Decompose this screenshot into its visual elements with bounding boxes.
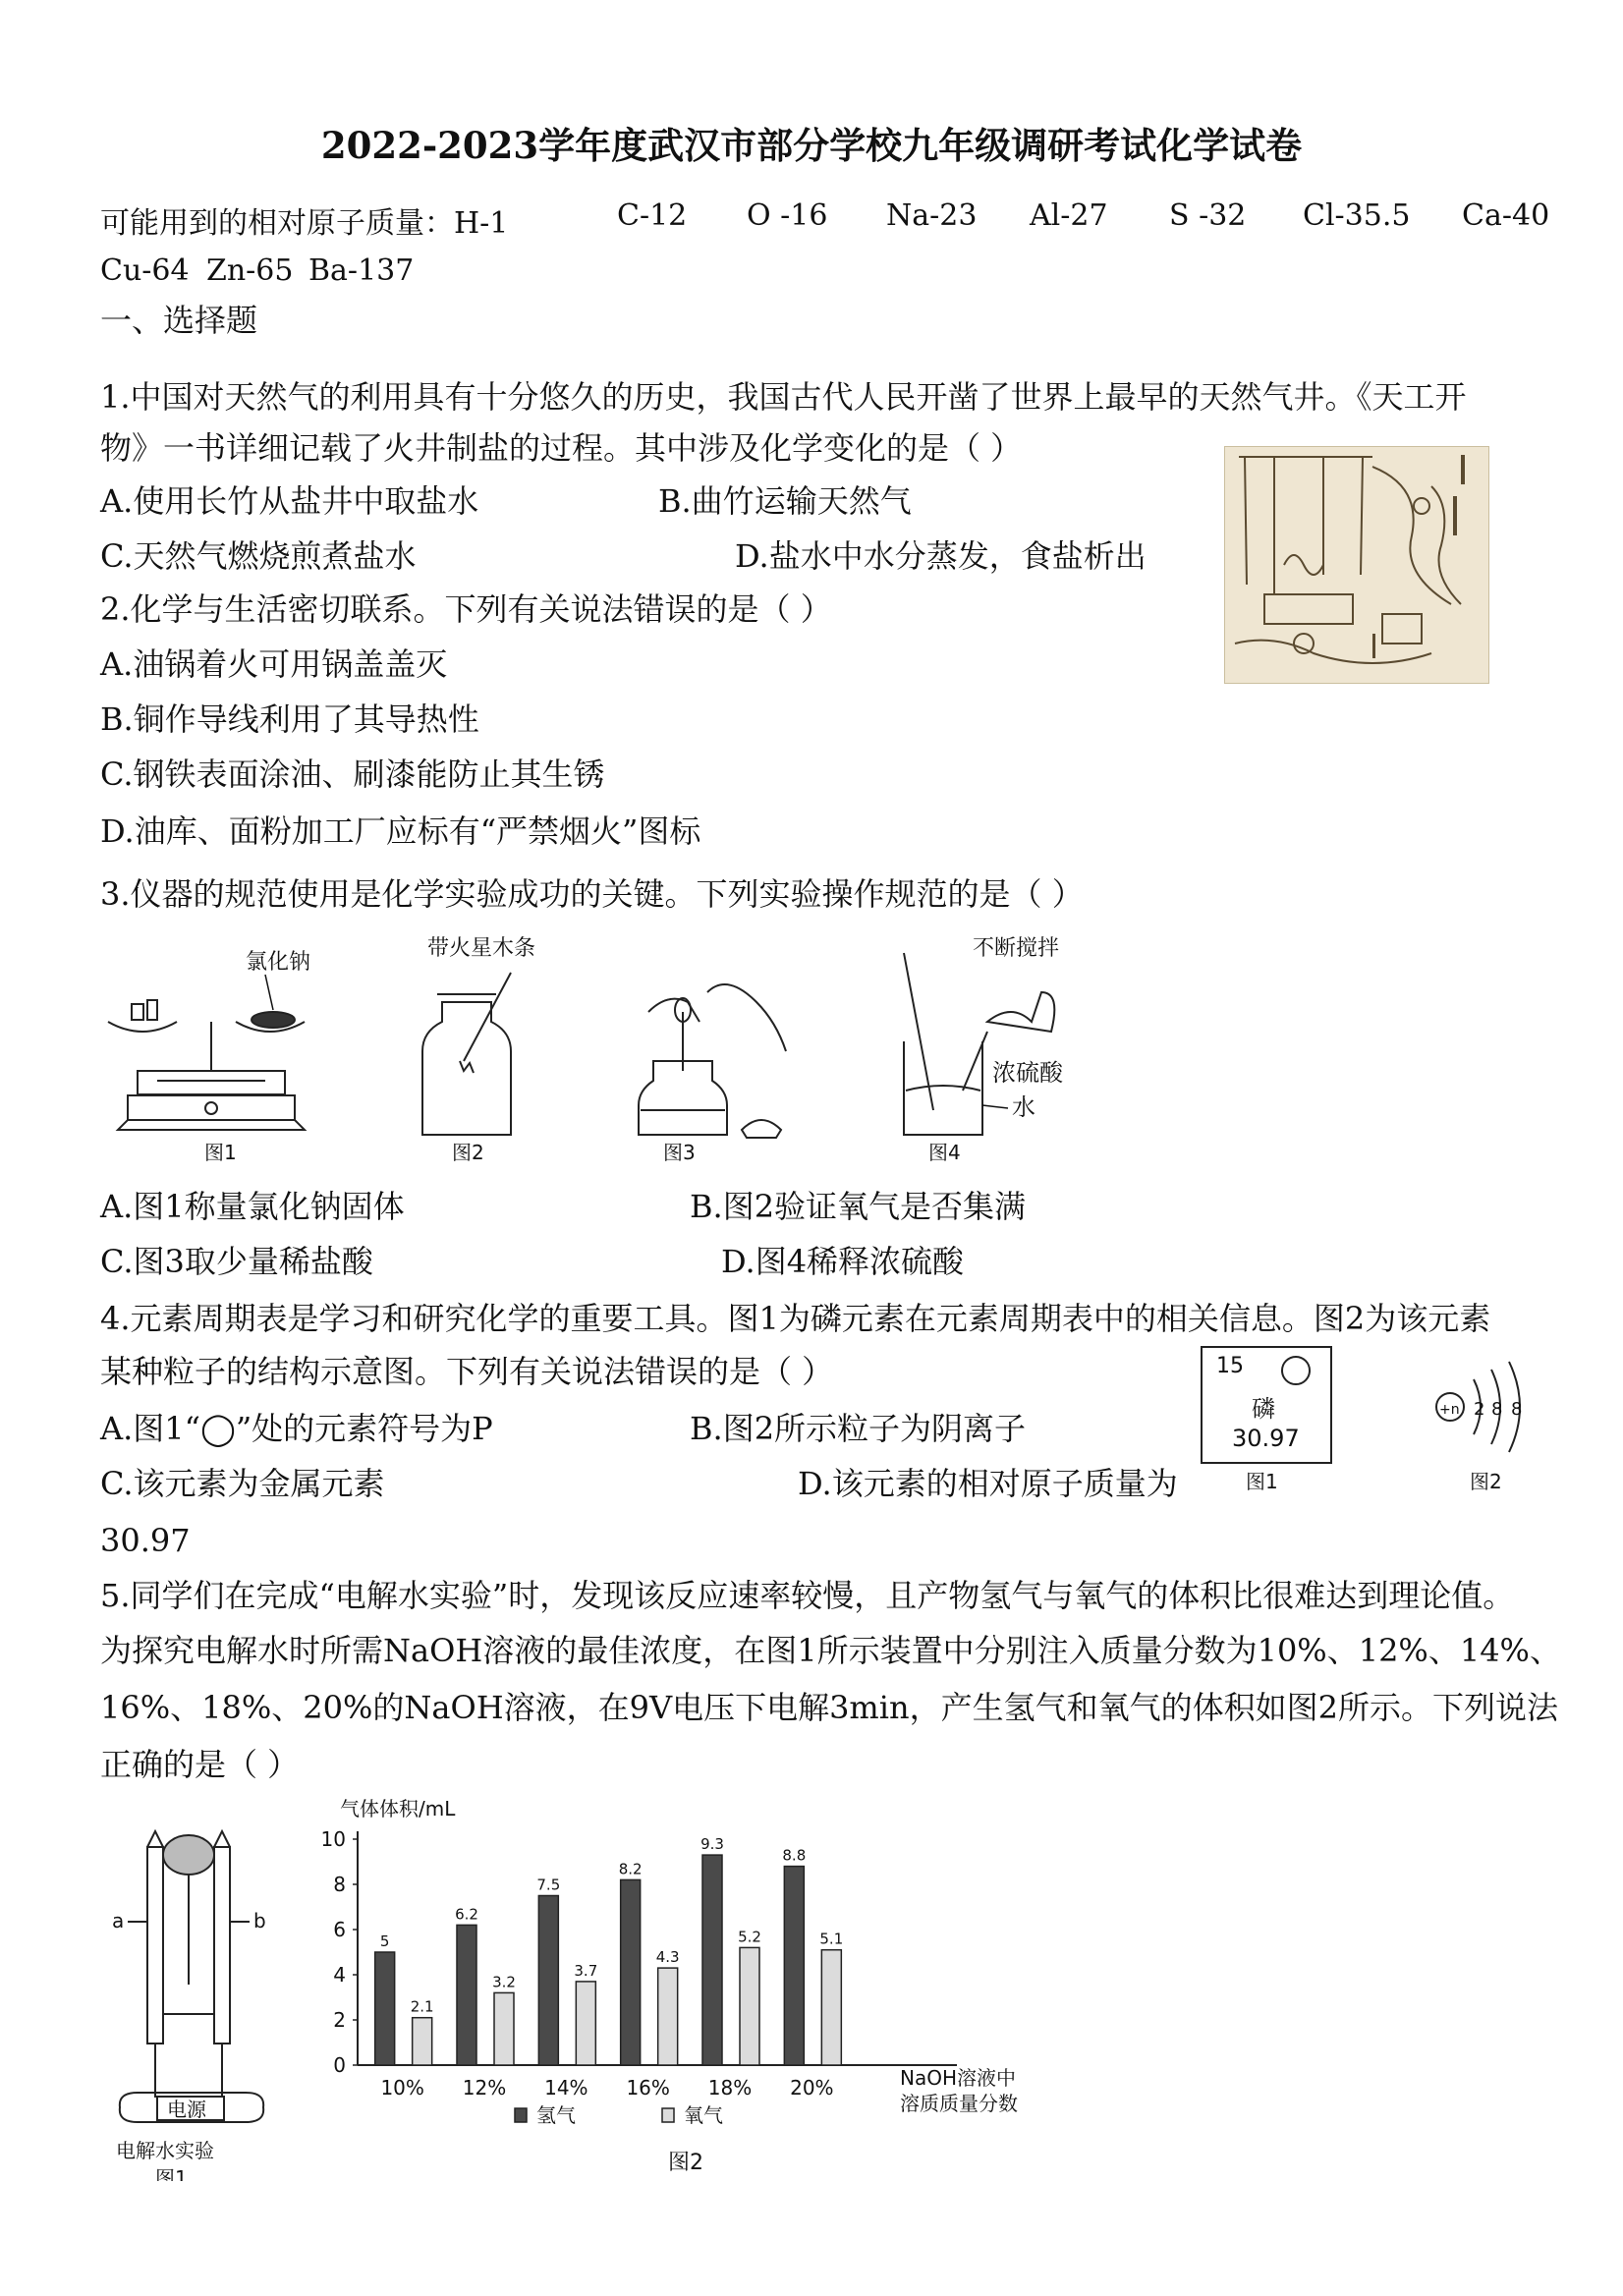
legend-swatch: [662, 2108, 674, 2122]
q5-stem-line4: 正确的是（ ）: [100, 1746, 300, 1783]
dropper-icon: [639, 984, 786, 1138]
data-label: 5.2: [738, 1928, 761, 1946]
q3-stem: 3.仪器的规范使用是化学实验成功的关键。下列实验操作规范的是（ ）: [100, 875, 1084, 913]
bar-oxygen: [576, 1982, 595, 2065]
q2-stem: 2.化学与生活密切联系。下列有关说法错误的是（ ）: [100, 590, 832, 628]
page-title: 2022-2023学年度武汉市部分学校九年级调研考试化学试卷: [320, 124, 1303, 167]
salt-well-illustration: [1224, 446, 1489, 684]
bar-oxygen: [740, 1947, 759, 2065]
data-label: 6.2: [455, 1905, 478, 1924]
atomic-mass-item: Na-23: [886, 198, 978, 233]
atomic-mass-item: Cl-35.5: [1303, 198, 1411, 233]
q3-figures: [98, 933, 1100, 1169]
fig2-caption: 图2: [452, 1141, 484, 1164]
q5-fig1-caption: 图1: [155, 2166, 188, 2181]
shell-2: 8: [1491, 1399, 1503, 1420]
q5-stem-line2: 为探究电解水时所需NaOH溶液的最佳浓度，在图1所示装置中分别注入质量分数为10%、12%、14%、: [100, 1632, 1561, 1669]
y-tick-label: 10: [320, 1827, 346, 1851]
balance-icon: [108, 1000, 305, 1130]
x-tick-label: 18%: [707, 2076, 753, 2100]
data-label: 5: [379, 1932, 390, 1950]
x-axis-label: NaOH溶液中: [900, 2066, 1016, 2090]
atomic-mass-item: S -32: [1169, 198, 1247, 233]
ion-structure: [1430, 1360, 1548, 1458]
data-label: 8.2: [618, 1860, 643, 1878]
section-heading: 一、选择题: [100, 302, 258, 339]
element-cell: [1201, 1346, 1332, 1464]
x-tick-label: 16%: [626, 2076, 670, 2100]
data-label: 3.2: [492, 1973, 516, 1991]
data-label: 4.3: [655, 1948, 680, 1967]
bar-oxygen: [821, 1950, 841, 2065]
symbol-circle-icon: [1281, 1356, 1311, 1385]
q1-stem-line1: 1.中国对天然气的利用具有十分悠久的历史，我国古代人民开凿了世界上最早的天然气井。《天工开: [100, 378, 1467, 416]
acid-label: 浓硫酸: [992, 1059, 1063, 1087]
legend-swatch: [515, 2108, 527, 2122]
data-label: 7.5: [536, 1876, 561, 1894]
q1-stem-line2: 物》一书详细记载了火井制盐的过程。其中涉及化学变化的是（ ）: [100, 429, 1023, 467]
x-tick-label: 14%: [544, 2076, 588, 2100]
legend-label: 氧气: [684, 2103, 723, 2127]
gas-jar-icon: [422, 973, 511, 1135]
atomic-mass-item: Al-27: [1030, 198, 1108, 233]
q5-fig2-caption: 图2: [668, 2151, 703, 2175]
q4-option-b[interactable]: B.图2所示粒子为阴离子: [690, 1410, 1027, 1447]
bar-oxygen: [494, 1992, 514, 2065]
water-label: 水: [1012, 1093, 1035, 1121]
bar-hydrogen: [702, 1855, 722, 2065]
q1-option-a[interactable]: A.使用长竹从盐井中取盐水: [100, 482, 479, 520]
q5-stem-line1: 5.同学们在完成“电解水实验”时，发现该反应速率较慢，且产物氢气与氧气的体积比很难达到理论值。: [100, 1577, 1515, 1614]
atomic-mass: 30.97: [1232, 1425, 1300, 1452]
tube-b-label: b: [253, 1909, 266, 1932]
legend-label: 氢气: [536, 2103, 576, 2127]
y-tick-label: 2: [333, 2008, 346, 2032]
q1-option-d[interactable]: D.盐水中水分蒸发，食盐析出: [735, 537, 1147, 575]
x-tick-label: 12%: [462, 2076, 507, 2100]
apparatus-caption: 电解水实验: [116, 2139, 214, 2162]
electrolysis-apparatus: [98, 1827, 295, 2181]
y-axis-label: 气体体积/mL: [340, 1798, 456, 1820]
data-label: 5.1: [819, 1930, 844, 1948]
element-name: 磷: [1252, 1395, 1275, 1423]
bar-oxygen: [413, 2018, 432, 2065]
q4-fig2-caption: 图2: [1470, 1470, 1502, 1493]
q2-option-a[interactable]: A.油锅着火可用锅盖盖灭: [100, 645, 448, 683]
x-tick-label: 20%: [790, 2076, 834, 2100]
shell-1: 2: [1474, 1399, 1485, 1420]
q4-stem-line2: 某种粒子的结构示意图。下列有关说法错误的是（ ）: [100, 1353, 834, 1390]
q4-option-c[interactable]: C.该元素为金属元素: [100, 1465, 385, 1502]
q4-stem-line1: 4.元素周期表是学习和研究化学的重要工具。图1为磷元素在元素周期表中的相关信息。图2为该元素: [100, 1300, 1491, 1337]
q2-option-d[interactable]: D.油库、面粉加工厂应标有“严禁烟火”图标: [100, 812, 701, 850]
atomic-number: 15: [1216, 1354, 1244, 1378]
atomic-mass-item: Ca-40: [1462, 198, 1550, 233]
data-label: 9.3: [700, 1835, 724, 1854]
q3-option-c[interactable]: C.图3取少量稀盐酸: [100, 1243, 373, 1280]
q1-option-b[interactable]: B.曲竹运输天然气: [658, 482, 912, 520]
y-tick-label: 8: [333, 1873, 346, 1896]
bar-hydrogen: [457, 1925, 476, 2065]
q2-option-c[interactable]: C.钢铁表面涂油、刷漆能防止其生锈: [100, 756, 605, 793]
splint-label: 带火星木条: [427, 936, 536, 961]
bar-oxygen: [658, 1968, 678, 2065]
gas-volume-chart: [314, 1798, 1081, 2171]
atomic-mass-item: Ba-137: [308, 253, 415, 288]
q4-option-d-cont: 30.97: [100, 1522, 191, 1559]
q4-fig1-caption: 图1: [1246, 1470, 1278, 1493]
q3-option-b[interactable]: B.图2验证氧气是否集满: [690, 1188, 1027, 1225]
bar-hydrogen: [621, 1879, 641, 2065]
nacl-label: 氯化钠: [246, 950, 311, 975]
bar-hydrogen: [538, 1896, 558, 2066]
data-label: 2.1: [410, 1997, 434, 2016]
q5-stem-line3: 16%、18%、20%的NaOH溶液，在9V电压下电解3min，产生氢气和氧气的体积如图2所示。下列说法: [100, 1689, 1558, 1726]
y-tick-label: 4: [333, 1963, 346, 1987]
q1-option-c[interactable]: C.天然气燃烧煎煮盐水: [100, 537, 417, 575]
q4-option-d[interactable]: D.该元素的相对原子质量为: [798, 1465, 1178, 1502]
shell-3: 8: [1511, 1399, 1523, 1420]
tube-a-label: a: [112, 1909, 125, 1932]
x-axis-label: 溶质质量分数: [900, 2092, 1018, 2115]
fig1-caption: 图1: [204, 1141, 237, 1164]
data-label: 3.7: [574, 1961, 598, 1980]
power-label: 电源: [167, 2098, 206, 2121]
q3-option-d[interactable]: D.图4稀释浓硫酸: [721, 1243, 965, 1280]
q2-option-b[interactable]: B.铜作导线利用了其导热性: [100, 700, 479, 738]
q3-option-a[interactable]: A.图1称量氯化钠固体: [100, 1188, 405, 1225]
stir-label: 不断搅拌: [973, 936, 1060, 961]
y-tick-label: 6: [333, 1918, 346, 1941]
atomic-mass-prefix: 可能用到的相对原子质量：H-1: [100, 206, 509, 241]
bar-hydrogen: [375, 1952, 395, 2065]
fig3-caption: 图3: [663, 1141, 696, 1164]
atomic-mass-item: Cu-64: [100, 253, 190, 288]
atomic-mass-item: O -16: [747, 198, 828, 233]
data-label: 8.8: [782, 1846, 807, 1865]
bar-hydrogen: [784, 1867, 804, 2065]
q4-option-a[interactable]: A.图1“◯”处的元素符号为P: [100, 1410, 493, 1447]
nucleus-label: +n: [1439, 1402, 1460, 1418]
x-tick-label: 10%: [380, 2076, 424, 2100]
fig4-caption: 图4: [928, 1141, 961, 1164]
atomic-mass-item: C-12: [617, 198, 688, 233]
atomic-mass-item: Zn-65: [206, 253, 294, 288]
y-tick-label: 0: [333, 2053, 346, 2077]
